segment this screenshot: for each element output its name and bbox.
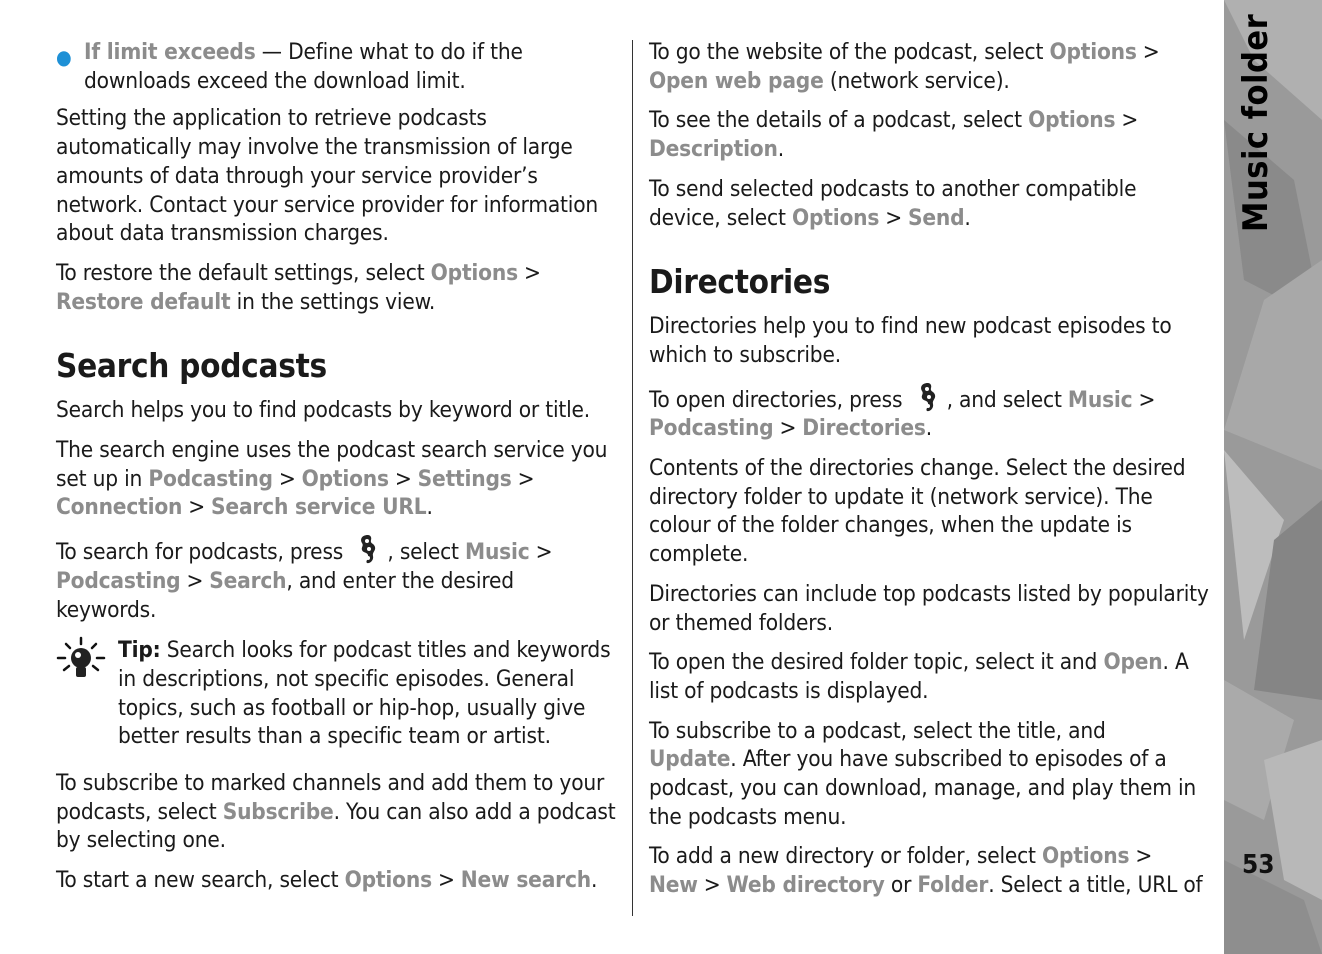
left-column (56, 38, 618, 906)
bullet-dot-icon: ● (56, 45, 72, 69)
paragraph: To open directories, press , and select Music > Podcasting > Directories. (649, 381, 1214, 443)
paragraph: To start a new search, select Options > New search. (56, 867, 598, 894)
ui-term: Description (649, 136, 778, 163)
ui-term: Open (1103, 649, 1163, 676)
section-heading-directories: Directories (649, 262, 831, 302)
ui-term: Open web page (649, 67, 824, 94)
tip-text: Search looks for podcast titles and keywords in descriptions, not specific episodes. General topics, such as football or hip-hop, usually give better results than a specific team or artist. (118, 637, 611, 750)
chapter-title: Music folder (1236, 13, 1276, 232)
ui-term: Options (1049, 39, 1137, 65)
ui-term: Folder (917, 872, 989, 899)
tip-label: Tip: (118, 637, 161, 664)
ui-term: Music (1067, 386, 1133, 413)
ui-term: Connection (56, 494, 183, 521)
right-column (649, 38, 1214, 911)
ui-term: Search service URL (211, 494, 427, 521)
page-number: 53 (1242, 850, 1275, 880)
paragraph: To go the website of the podcast, select Options > Open web page (network service). (649, 39, 1160, 94)
paragraph: The search engine uses the podcast search service you set up in Podcasting > Options > Settings > Connection > Search service URL. (56, 437, 608, 521)
lightbulb-icon (56, 636, 106, 682)
paragraph: To search for podcasts, press , select Music > Podcasting > Search, and enter the desired keywords. (56, 533, 618, 624)
tip-box (56, 636, 618, 751)
ui-term: Restore default (56, 288, 231, 315)
ui-term: Options (1042, 843, 1130, 870)
bullet-if-limit-exceeds (56, 38, 618, 95)
ui-term: Options (344, 867, 432, 894)
ui-term: Update (649, 746, 731, 773)
paragraph: To subscribe to a podcast, select the title, and Update. After you have subscribed to episodes of a podcast, you can download, manage, and play them in the podcasts menu. (649, 717, 1197, 830)
column-divider (632, 40, 633, 916)
paragraph: To see the details of a podcast, select Options > Description. (649, 107, 1139, 163)
section-heading-search-podcasts: Search podcasts (56, 346, 327, 386)
ui-term: Subscribe (222, 798, 334, 825)
paragraph: To restore the default settings, select Options > Restore default in the settings view. (56, 259, 541, 315)
ui-term: New (649, 872, 698, 899)
ui-term: Options (1028, 107, 1116, 134)
paragraph: To open the desired folder topic, select it and Open. A list of podcasts is displayed. (649, 649, 1189, 704)
ui-term: Podcasting (148, 465, 273, 492)
ui-term: Web directory (726, 872, 885, 899)
bullet-text: — Define what to do if the downloads exceed the download limit. (84, 39, 523, 94)
ui-term: Podcasting (649, 415, 774, 442)
paragraph: To send selected podcasts to another compatible device, select Options > Send. (649, 175, 1137, 231)
paragraph: To subscribe to marked channels and add them to your podcasts, select Subscribe. You can also add a podcast by selecting one. (56, 770, 616, 854)
ui-term: Music (465, 539, 530, 566)
paragraph: Directories can include top podcasts listed by popularity or themed folders. (649, 580, 1209, 636)
paragraph: To add a new directory or folder, select Options > New > Web directory or Folder. Select a title, URL of (649, 843, 1203, 899)
menu-key-icon (353, 533, 383, 565)
paragraph: Contents of the directories change. Select the desired directory folder to update it (network service). The colour of the folder changes, when the update is complete. (649, 455, 1186, 568)
ui-term: Search (209, 567, 287, 594)
ui-term: Directories (802, 415, 926, 442)
ui-term: Options (430, 259, 518, 286)
ui-term: Settings (417, 465, 512, 492)
menu-key-icon (913, 381, 943, 413)
ui-term: Podcasting (56, 567, 181, 594)
paragraph: Directories help you to find new podcast episodes to which to subscribe. (649, 313, 1172, 368)
ui-term: Options (301, 465, 389, 492)
ui-term: Send (908, 204, 965, 231)
ui-term: If limit exceeds (84, 39, 256, 65)
ui-term: New search (460, 867, 591, 894)
paragraph: Search helps you to find podcasts by keyword or title. (56, 397, 591, 424)
ui-term: Options (791, 204, 880, 231)
paragraph: Setting the application to retrieve podcasts automatically may involve the transmission of large amounts of data through your service provider’s network. Contact your service provider for information about data transmission charges. (56, 105, 599, 247)
